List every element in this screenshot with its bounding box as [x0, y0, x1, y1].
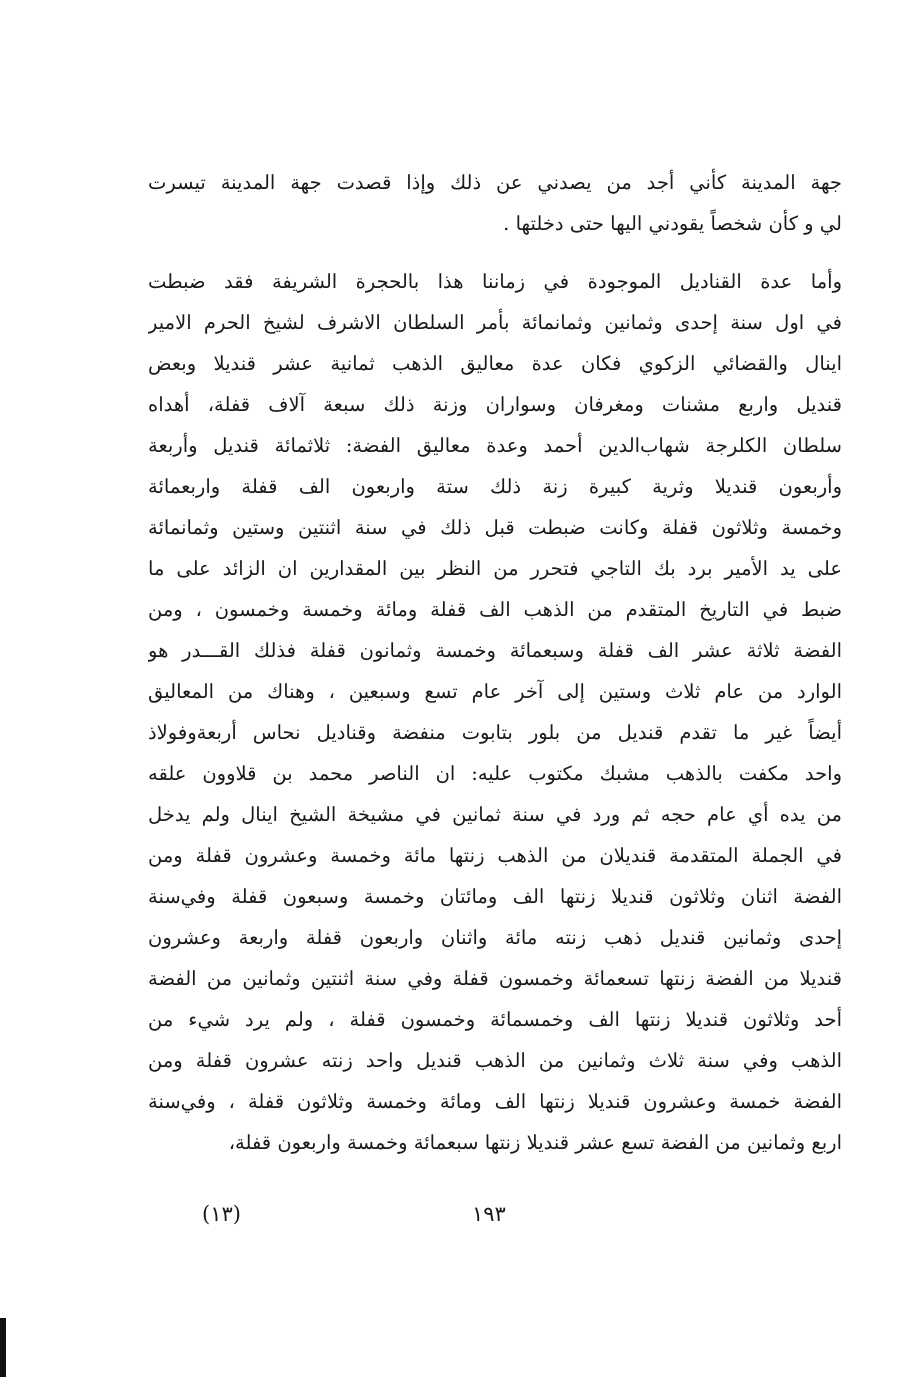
text-line: إحدى وثمانين قنديل ذهب زنته مائة واثنان واربعون قفلة واربعة وعشرون — [148, 926, 842, 949]
paragraph-1 — [148, 162, 842, 244]
scan-edge-mark — [0, 1318, 6, 1377]
text-line: الفضة اثنان وثلاثون قنديلا زنتها الف ومائتان وخمسة وسبعون قفلة وفي‌سنة — [148, 885, 842, 908]
text-line: وأما عدة القناديل الموجودة في زماننا هذا بالحجرة الشريفة فقد ضبطت — [148, 270, 842, 293]
section-number: (١٣) — [202, 1202, 241, 1226]
text-line: قنديل واربع مشنات ومغرفان وسواران وزنة ذلك سبعة آلاف قفلة، أهداه — [148, 393, 842, 416]
text-line: اربع وثمانين من الفضة تسع عشر قنديلا زنتها سبعمائة وخمسة واربعون قفلة، — [228, 1131, 842, 1154]
text-line: على يد الأمير برد بك التاجي فتحرر من النظر بين المقدارين ان الزائد على ما — [148, 557, 842, 580]
text-line: لي و كأن شخصاً يقودني اليها حتى دخلتها . — [503, 212, 842, 235]
text-line: ضبط في التاريخ المتقدم من الذهب الف قفلة ومائة وخمسة وخمسون ، ومن — [148, 598, 842, 621]
paragraph-2 — [148, 261, 842, 1163]
text-line: الذهب وفي سنة ثلاث وثمانين من الذهب قنديل واحد زنته عشرون قفلة ومن — [148, 1049, 842, 1072]
text-line: اينال والقضائي الزكوي فكان عدة معاليق الذهب ثمانية عشر قنديلا وبعض — [148, 352, 842, 375]
text-line: سلطان الكلرجة شهاب‌الدين أحمد وعدة معاليق الفضة: ثلاثمائة قنديل وأربعة — [148, 434, 842, 457]
page-number: ١٩٣ — [472, 1202, 506, 1226]
text-line: في اول سنة إحدى وثمانين وثمانمائة بأمر السلطان الاشرف لشيخ الحرم الامير — [148, 311, 842, 334]
text-line: وخمسة وثلاثون قفلة وكانت ضبطت قبل ذلك في سنة اثنتين وستين وثمانمائة — [148, 516, 842, 539]
text-line: وأربعون قنديلا وثرية كبيرة زنة ذلك ستة واربعون الف قفلة واربعمائة — [148, 475, 842, 498]
text-line: قنديلا من الفضة زنتها تسعمائة وخمسون قفلة وفي سنة اثنتين وثمانين من الفضة — [148, 967, 842, 990]
text-line: في الجملة المتقدمة قنديلان من الذهب زنتها مائة وخمسة وعشرون قفلة ومن — [148, 844, 842, 867]
text-line: جهة المدينة كأني أجد من يصدني عن ذلك وإذا قصدت جهة المدينة تيسرت — [148, 171, 842, 194]
text-line: الوارد من عام ثلاث وستين إلى آخر عام تسع وسبعين ، وهناك من المعاليق — [148, 680, 842, 703]
text-line: الفضة خمسة وعشرون قنديلا زنتها الف ومائة وخمسة وثلاثون قفلة ، وفي‌سنة — [148, 1090, 842, 1113]
text-line: أحد وثلاثون قنديلا زنتها الف وخمسمائة وخمسون قفلة ، ولم يرد شيء من — [148, 1008, 842, 1031]
text-line: الفضة ثلاثة عشر الف قفلة وسبعمائة وخمسة وثمانون قفلة فذلك القـــدر هو — [148, 639, 842, 662]
text-line: واحد مكفت بالذهب مشبك مكتوب عليه: ان الناصر محمد بن قلاوون علقه — [148, 762, 842, 785]
text-line: أيضاً غير ما تقدم قنديل من بلور بتابوت منفضة وقناديل نحاس أربعةوفولاذ — [148, 721, 842, 744]
text-line: من يده أي عام حجه ثم ورد في سنة ثمانين في مشيخة الشيخ اينال ولم يدخل — [148, 803, 842, 826]
